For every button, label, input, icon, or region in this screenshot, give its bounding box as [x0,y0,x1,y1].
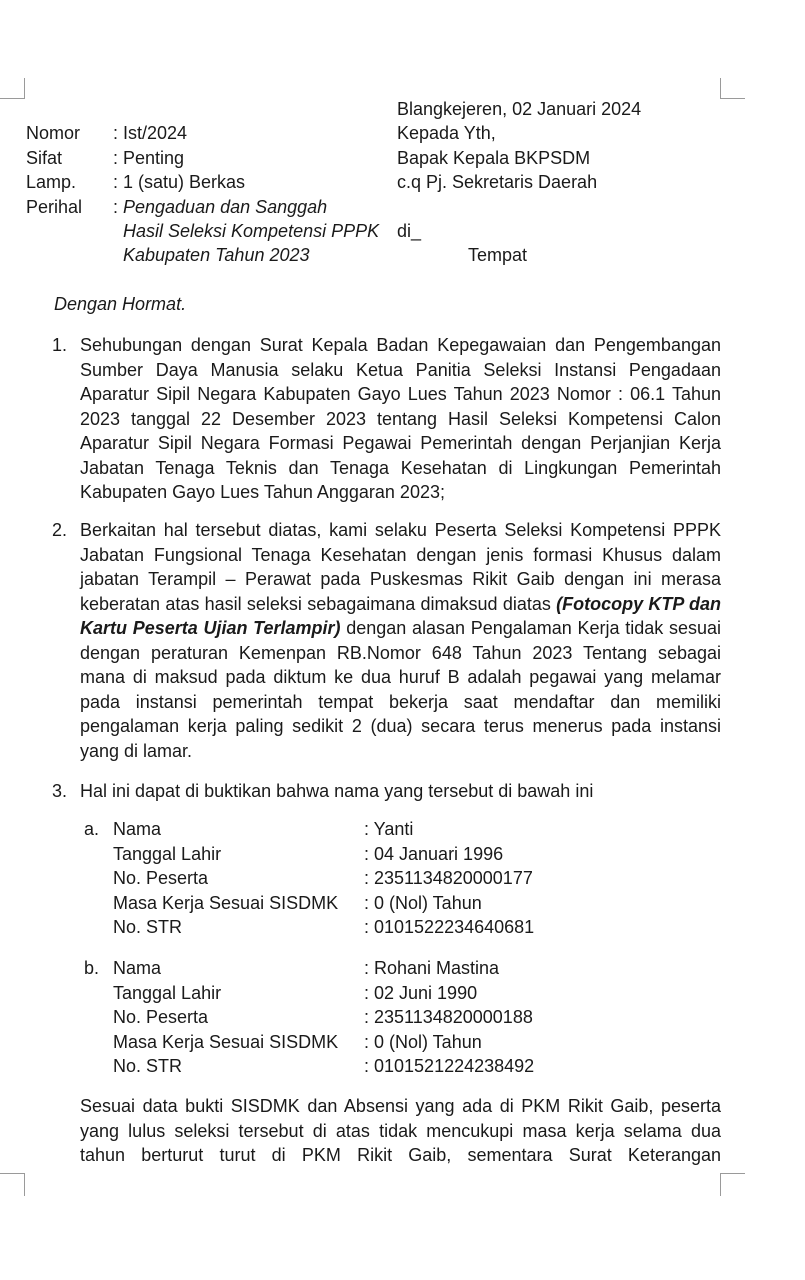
paragraph-2 [80,518,721,763]
recipient-line-1: Kepada Yth, [397,123,496,143]
person-b-str-label: No. STR [113,1056,183,1076]
paragraph-2-attachment-note: (Fotocopy KTP dan Kartu Peserta Ujian Terlampir) [80,593,721,638]
person-a-name-value: : Yanti [364,819,414,839]
person-b-participant-no-label: No. Peserta [113,1007,209,1027]
person-b-name-label: Nama [113,958,162,978]
recipient-line-3: c.q Pj. Sekretaris Daerah [397,172,598,192]
nomor-value: : Ist/2024 [113,123,188,143]
person-b-name-value: : Rohani Mastina [364,958,500,978]
person-b-birthdate-value: : 02 Juni 1990 [364,982,478,1003]
crop-mark-bottom-left [0,1173,25,1196]
person-a-str-label: No. STR [113,917,183,937]
perihal-line-2: Hasil Seleksi Kompetensi PPPK [123,221,380,241]
recipient-line-2: Bapak Kepala BKPSDM [397,148,591,168]
closing-paragraph: Sesuai data bukti SISDMK dan Absensi yang ada di PKM Rikit Gaib, peserta yang lulus seleksi tersebut di atas tidak mencukupi masa kerja selama dua tahun berturut turut di PKM Rikit Gaib, sementara Surat Keterangan [80,1096,721,1165]
crop-mark-bottom-right [720,1173,745,1196]
person-b-work-period-label: Masa Kerja Sesuai SISDMK [113,1031,339,1052]
person-a-work-period-label: Masa Kerja Sesuai SISDMK [113,892,339,913]
paragraph-2-number: 2. [52,520,68,540]
person-a-participant-no-label: No. Peserta [113,868,209,888]
lamp-value: : 1 (satu) Berkas [113,172,246,192]
perihal-line-3: Kabupaten Tahun 2023 [123,245,310,265]
person-b-work-period-value: : 0 (Nol) Tahun [364,1031,482,1052]
person-b-birthdate-label: Tanggal Lahir [113,982,222,1003]
perihal-label: Perihal [26,197,83,217]
crop-mark-top-right [720,78,745,99]
crop-mark-top-left [0,78,25,99]
paragraph-2-text-a: Berkaitan hal tersebut diatas, kami selaku Peserta Seleksi Kompetensi PPPK Jabatan Fungsional Tenaga Kesehatan dengan jenis formasi Khusus dalam jabatan Terampil – Perawat pada Puskesmas Rikit Gaib dengan ini merasa keberatan atas hasil seleksi sebagaimana dimaksud diatas [80,520,721,614]
sifat-label: Sifat [26,148,63,168]
person-a-str-value: : 0101522234640681 [364,917,535,937]
recipient-tempat: Tempat [468,245,528,265]
person-b-str-value: : 0101521224238492 [364,1056,535,1076]
person-b-participant-no-value: : 2351134820000188 [364,1007,533,1027]
person-a-birthdate-label: Tanggal Lahir [113,843,222,864]
lamp-label: Lamp. [26,172,77,192]
paragraph-2-text-c: dengan alasan Pengalaman Kerja tidak sesuai dengan peraturan Kemenpan RB.Nomor 648 Tahun 2023 Tentang sebagai mana di maksud pada diktum ke dua huruf B adalah pegawai yang melamar pada instansi pemerintah tempat bekerja saat mendaftar dan memiliki pengalaman kerja paling sedikit 2 (dua) secara terus menerus pada instansi yang di lamar. [80,618,721,761]
paragraph-3-number: 3. [52,781,68,801]
person-b-letter: b. [84,958,100,978]
recipient-di: di_ [397,221,422,241]
person-a-work-period-value: : 0 (Nol) Tahun [364,892,482,913]
nomor-label: Nomor [26,123,81,143]
paragraph-1: Sehubungan dengan Surat Kepala Badan Kepegawaian dan Pengembangan Sumber Daya Manusia selaku Ketua Panitia Seleksi Instansi Pengadaan Aparatur Sipil Negara Kabupaten Gayo Lues Tahun 2023 Nomor : 06.1 Tahun 2023 tanggal 22 Desember 2023 tentang Hasil Seleksi Kompetensi Calon Aparatur Sipil Negara Formasi Pegawai Pemerintah dengan Perjanjian Kerja Jabatan Tenaga Teknis dan Tenaga Kesehatan di Lingkungan Pemerintah Kabupaten Gayo Lues Tahun Anggaran 2023; [80,335,721,502]
paragraph-3: Hal ini dapat di buktikan bahwa nama yang tersebut di bawah ini [80,781,594,801]
greeting: Dengan Hormat. [54,294,187,314]
sifat-value: : Penting [113,148,185,168]
person-a-participant-no-value: : 2351134820000177 [364,868,533,888]
person-a-name-label: Nama [113,819,162,839]
paragraph-1-number: 1. [52,335,68,355]
person-a-birthdate-value: : 04 Januari 1996 [364,843,504,864]
place-date: Blangkejeren, 02 Januari 2024 [397,99,642,119]
perihal-line-1: Pengaduan dan Sanggah [123,197,328,217]
perihal-colon: : [113,197,119,217]
person-a-letter: a. [84,819,100,839]
